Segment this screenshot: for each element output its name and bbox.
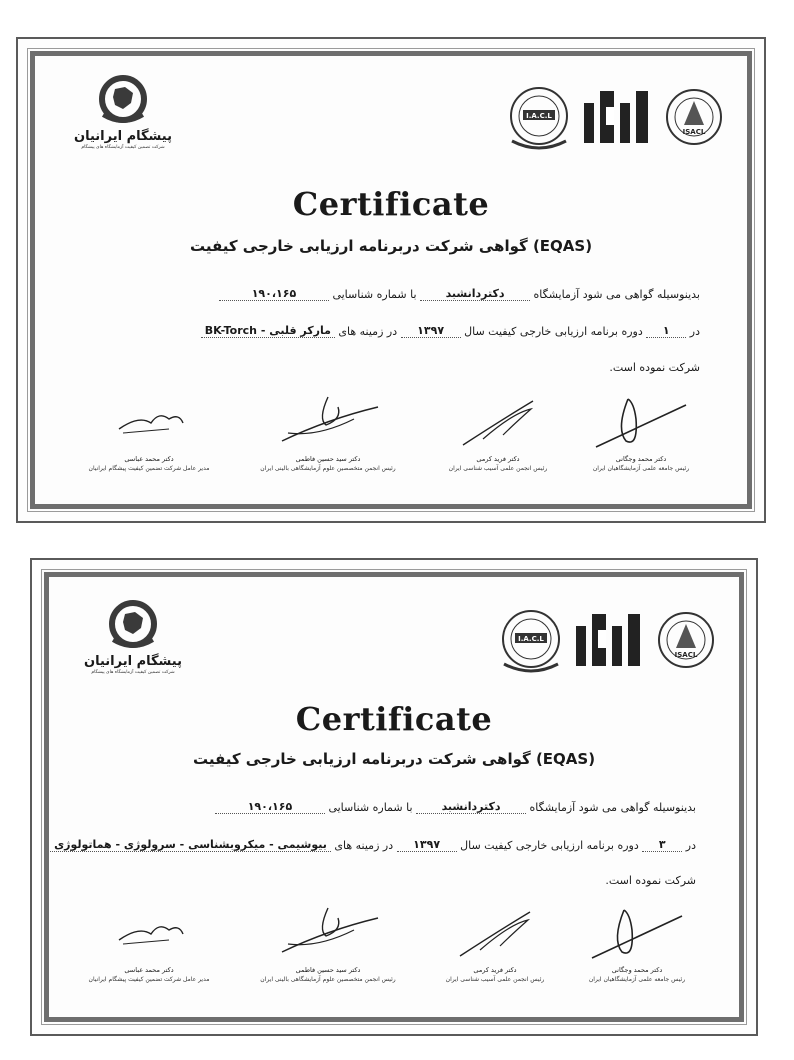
lab-id: ۱۹۰،۱۶۵ — [219, 287, 329, 301]
pishgam-emblem-icon — [95, 75, 151, 127]
apa-mark-icon — [572, 608, 644, 672]
line-round-field-label: در زمینه های — [338, 325, 398, 338]
signature-title: رئیس جامعه علمی آزمایشگاهیان ایران — [592, 465, 690, 472]
program-year: ۱۳۹۷ — [401, 324, 461, 338]
brand-subtitle: شرکت تضمین کیفیت آزمایشگاه های پیشگام — [91, 670, 175, 675]
signature-name: دکتر سید حسین فاطمی — [295, 966, 361, 974]
line-round-mid: دوره برنامه ارزیابی خارجی کیفیت سال — [464, 325, 643, 338]
signature-1 — [566, 389, 716, 472]
line-round-mid: دوره برنامه ارزیابی خارجی کیفیت سال — [460, 839, 639, 852]
signature-2 — [423, 389, 573, 472]
partner-logos — [504, 83, 724, 155]
line-lab-mid: با شماره شناسایی — [332, 288, 417, 301]
certificate-subtitle: گواهی شرکت دربرنامه ارزیابی خارجی کیفیت (EQAS) — [189, 237, 593, 255]
brand-subtitle: شرکت تضمین کیفیت آزمایشگاه های پیشگام — [81, 145, 165, 150]
pishgam-emblem-icon — [105, 600, 161, 652]
certificate-line-round — [54, 838, 696, 858]
signature-title: رئیس انجمن متخصصین علوم آزمایشگاهی بالینی ایران — [260, 465, 396, 472]
program-field: بیوشیمی - میکروبشناسی - سرولوژی - هماتولوژی — [50, 838, 331, 852]
line-round-prefix: در — [685, 839, 696, 852]
line-lab-mid: با شماره شناسایی — [328, 801, 413, 814]
signature-1 — [562, 900, 712, 983]
certificate-line-lab — [92, 800, 696, 820]
pishgam-logo — [78, 600, 188, 675]
signature-name: دکتر محمد وجگانی — [615, 455, 667, 463]
lab-name: دکتردانشبد — [416, 800, 526, 814]
handwritten-signature-icon — [99, 389, 199, 453]
lab-name: دکتردانشبد — [420, 287, 530, 301]
line-round-field-label: در زمینه های — [334, 839, 394, 852]
apa-mark-icon — [580, 85, 652, 149]
isacl-seal-icon — [664, 87, 724, 147]
handwritten-signature-icon — [586, 389, 696, 453]
signature-title: مدیر عامل شرکت تضمین کیفیت پیشگام ایرانیان — [88, 465, 210, 472]
handwritten-signature-icon — [443, 389, 553, 453]
handwritten-signature-icon — [440, 900, 550, 964]
handwritten-signature-icon — [268, 389, 388, 453]
signature-name: دکتر محمد عباسی — [124, 455, 174, 463]
signature-name: دکتر سید حسین فاطمی — [295, 455, 361, 463]
signature-name: دکتر فرید کرمی — [473, 966, 517, 974]
certificate-2 — [30, 558, 758, 1036]
signature-3 — [238, 389, 418, 472]
signature-2 — [420, 900, 570, 983]
certificate-title: Certificate — [292, 185, 490, 223]
signature-title: رئیس انجمن علمی آسیب شناسی ایران — [448, 465, 548, 472]
round-number: ۱ — [646, 324, 686, 338]
signature-3 — [238, 900, 418, 983]
certificate-line-lab — [76, 287, 700, 307]
line-closing-text: شرکت نموده است. — [605, 874, 696, 887]
iacl-seal-icon — [504, 83, 574, 153]
brand-name: پیشگام ایرانیان — [74, 129, 172, 144]
program-field: مارکر قلبی - BK-Torch — [201, 324, 335, 338]
signature-name: دکتر محمد عباسی — [124, 966, 174, 974]
line-lab-prefix: بدینوسیله گواهی می شود آزمایشگاه — [533, 288, 700, 301]
signature-name: دکتر فرید کرمی — [476, 455, 520, 463]
handwritten-signature-icon — [99, 900, 199, 964]
handwritten-signature-icon — [268, 900, 388, 964]
isacl-seal-label: ISACL — [674, 651, 698, 659]
program-year: ۱۳۹۷ — [397, 838, 457, 852]
lab-id: ۱۹۰،۱۶۵ — [215, 800, 325, 814]
certificate-1 — [16, 37, 766, 523]
line-closing-text: شرکت نموده است. — [609, 361, 700, 374]
line-lab-prefix: بدینوسیله گواهی می شود آزمایشگاه — [529, 801, 696, 814]
certificate-title: Certificate — [295, 700, 493, 738]
signature-4 — [74, 389, 224, 472]
signature-4 — [74, 900, 224, 983]
isacl-seal-label: ISACL — [682, 128, 706, 136]
partner-logos — [496, 606, 716, 678]
iacl-seal-label: I.A.C.L — [518, 635, 544, 643]
signature-name: دکتر محمد وجگانی — [611, 966, 663, 974]
signature-title: رئیس انجمن متخصصین علوم آزمایشگاهی بالینی ایران — [260, 976, 396, 983]
handwritten-signature-icon — [582, 900, 692, 964]
line-round-prefix: در — [689, 325, 700, 338]
signature-title: رئیس انجمن علمی آسیب شناسی ایران — [445, 976, 545, 983]
iacl-seal-label: I.A.C.L — [526, 112, 552, 120]
round-number: ۳ — [642, 838, 682, 852]
certificate-line-closing — [76, 361, 700, 381]
signature-title: مدیر عامل شرکت تضمین کیفیت پیشگام ایرانیان — [88, 976, 210, 983]
brand-name: پیشگام ایرانیان — [84, 654, 182, 669]
isacl-seal-icon — [656, 610, 716, 670]
certificate-line-round — [76, 324, 700, 344]
signature-title: رئیس جامعه علمی آزمایشگاهیان ایران — [588, 976, 686, 983]
pishgam-logo — [68, 75, 178, 150]
certificate-subtitle: گواهی شرکت دربرنامه ارزیابی خارجی کیفیت (EQAS) — [192, 750, 596, 768]
certificate-line-closing — [92, 874, 696, 894]
iacl-seal-icon — [496, 606, 566, 676]
